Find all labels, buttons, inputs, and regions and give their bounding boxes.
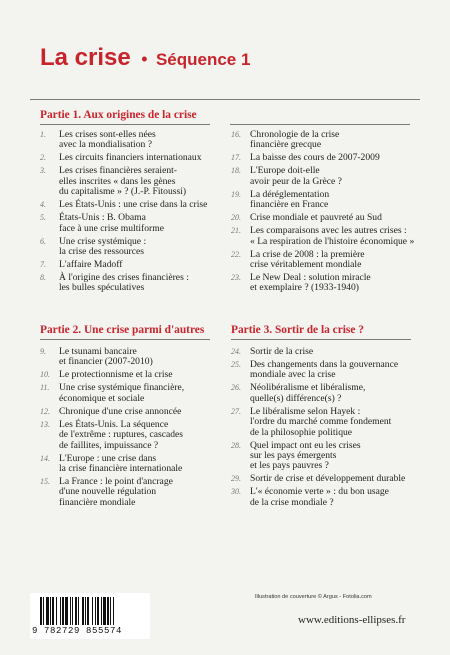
toc-item [231, 130, 421, 151]
part3-underline [231, 339, 411, 340]
toc-item-text: L'Europe : une crise dans la crise financière internationale [59, 452, 183, 475]
toc-item-text: La déréglementation financière en France [250, 188, 330, 211]
toc-item-number: 26. [231, 383, 241, 393]
toc-item [231, 226, 421, 247]
toc-item-number: 6. [40, 236, 46, 246]
toc-item [40, 166, 228, 197]
toc-item-number: 30. [231, 487, 241, 497]
barcode-bar [60, 597, 61, 625]
toc-item [231, 250, 421, 271]
isbn-barcode [30, 593, 150, 639]
toc-item-text: Le tsunami bancaire et financier (2007-2010) [59, 346, 153, 368]
toc-item [231, 273, 421, 294]
barcode-bar [56, 597, 57, 625]
barcode-bar [62, 597, 64, 625]
toc-item-text: Des changements dans la gouvernance mondiale avec la crise [250, 359, 399, 381]
toc-item-number: 17. [231, 153, 241, 163]
toc-item [231, 213, 421, 223]
toc-item-text: Sortir de la crise [250, 346, 314, 357]
toc-item [231, 383, 421, 404]
toc-item-text: États-Unis : B. Obama face à une crise multiforme [59, 212, 164, 234]
barcode-bar [78, 597, 79, 625]
toc-item [231, 153, 421, 163]
toc-item-number: 9. [40, 347, 46, 356]
barcode-bar [70, 597, 71, 625]
part2-underline [40, 339, 210, 340]
toc-item [231, 441, 421, 472]
part3-title: Partie 3. Sortir de la crise ? [231, 324, 364, 336]
toc-item-text: La France : le point d'ancrage d'une nouvelle régulation financière mondiale [59, 476, 173, 508]
barcode-bar [95, 597, 96, 625]
toc-item-number: 16. [231, 130, 241, 139]
toc-item-number: 21. [231, 226, 241, 236]
toc-item-number: 15. [40, 477, 50, 487]
toc-item [40, 200, 228, 210]
toc-item-number: 3. [40, 166, 46, 176]
toc-item-text: Le protectionnisme et la crise [59, 369, 173, 381]
toc-item-text: L'« économie verte » : du bon usage de la crise mondiale ? [250, 486, 389, 508]
toc-item-text: Les circuits financiers internationaux [59, 152, 202, 164]
barcode-bar [110, 597, 111, 625]
toc-item-text: L'affaire Madoff [59, 259, 123, 271]
barcode-bar [87, 597, 89, 625]
toc-item-text: À l'origine des crises financières : les bulles spéculatives [59, 272, 189, 294]
toc-item-text: Les comparaisons avec les autres crises : « La respiration de l'histoire économique » [250, 225, 415, 247]
toc-item-number: 2. [40, 153, 46, 163]
toc-item [40, 383, 228, 404]
toc-item-number: 28. [231, 440, 241, 450]
toc-item-text: Les États-Unis : une crise dans la crise [59, 199, 208, 211]
toc-item-number: 4. [40, 200, 46, 210]
barcode-bar [92, 597, 93, 625]
title-bullet: • [141, 49, 148, 69]
barcode-bar [46, 597, 49, 625]
toc-item-number: 24. [231, 347, 241, 356]
toc-item [231, 407, 421, 438]
toc-item-text: Sortir de crise et développement durable [250, 473, 406, 485]
toc-item-text: Les crises sont-elles nées avec la mondialisation ? [59, 129, 156, 151]
header-divider [30, 99, 420, 100]
cover-credit: Illustration de couverture © Argus - Fotolia.com [255, 594, 372, 600]
barcode-bar [72, 597, 73, 625]
part1-left-list [40, 130, 228, 296]
toc-item [231, 474, 421, 484]
book-title: La crise [40, 44, 131, 71]
toc-item [40, 237, 228, 258]
toc-item-text: Néolibéralisme et libéralisme, quelle(s) différence(s) ? [250, 382, 366, 404]
toc-item-text: L'Europe doit-elle avoir peur de la Grèce ? [250, 165, 342, 187]
toc-item-text: Le libéralisme selon Hayek : l'ordre du marché comme fondement de la philosophie politique [250, 405, 392, 438]
barcode-bar [82, 597, 84, 625]
toc-item [40, 407, 228, 417]
toc-item-text: Crise mondiale et pauvreté au Sud [250, 212, 382, 224]
toc-item-number: 11. [40, 383, 50, 393]
toc-item-number: 12. [40, 406, 50, 416]
toc-item-text: Une crise systémique : la crise des ressources [59, 235, 147, 258]
toc-item-number: 29. [231, 474, 241, 484]
toc-item-text: Chronologie de la crise financière grecque [250, 129, 340, 151]
toc-item [40, 153, 228, 163]
barcode-bar [75, 597, 77, 625]
toc-item [231, 166, 421, 187]
barcode-number: 9 782729 855574 [32, 626, 123, 636]
barcode-bar [50, 597, 51, 625]
toc-item-number: 25. [231, 360, 241, 369]
barcode-bar [65, 597, 68, 625]
barcode-bar [103, 597, 106, 625]
sequence-label: Séquence 1 [155, 50, 251, 69]
part1-right-list [231, 130, 421, 296]
toc-item-number: 20. [231, 213, 241, 223]
toc-item-number: 13. [40, 419, 50, 429]
toc-item-number: 7. [40, 260, 46, 270]
barcode-bar [85, 597, 86, 625]
toc-item [231, 487, 421, 508]
toc-item [231, 190, 421, 211]
barcode-bar [107, 597, 109, 625]
toc-item [40, 420, 228, 451]
toc-item [40, 370, 228, 380]
toc-item-text: Chronique d'une crise annoncée [59, 405, 182, 417]
part1-underline-right [230, 124, 410, 125]
toc-item-text: Les États-Unis. La séquence de l'extrême : ruptures, cascades de faillites, impuissance ? [59, 418, 183, 451]
barcode-bar [101, 597, 102, 625]
part1-underline-left [40, 124, 210, 125]
toc-item [231, 347, 421, 357]
toc-item-text: Le New Deal : solution miracle et exemplaire ? (1933-1940) [250, 272, 371, 294]
toc-item [231, 360, 421, 381]
toc-item-number: 19. [231, 189, 241, 199]
toc-item-text: Une crise systémique financière, économique et sociale [59, 382, 185, 404]
toc-item [40, 347, 228, 368]
toc-item-number: 1. [40, 130, 46, 139]
book-header [40, 44, 250, 72]
toc-item-number: 10. [40, 370, 50, 380]
part1-title: Partie 1. Aux origines de la crise [40, 109, 197, 121]
toc-item [40, 213, 228, 234]
toc-item-text: La crise de 2008 : la première crise véritablement mondiale [250, 248, 365, 271]
barcode-bars [40, 597, 142, 627]
barcode-bar [40, 597, 42, 625]
toc-item-number: 23. [231, 273, 241, 283]
toc-item [40, 477, 228, 508]
toc-item-text: Les crises financières seraient- elles inscrites « dans les gènes du capitalisme » ? (J.-P. Fitoussi) [59, 165, 187, 198]
toc-item [40, 454, 228, 475]
part2-title: Partie 2. Une crise parmi d'autres [40, 324, 205, 336]
toc-item-number: 22. [231, 249, 241, 259]
barcode-bar [113, 597, 114, 625]
publisher-website: www.editions-ellipses.fr [298, 614, 406, 626]
toc-item-number: 18. [231, 166, 241, 176]
barcode-bar [43, 597, 44, 625]
toc-item-number: 14. [40, 453, 50, 463]
toc-item-text: Quel impact ont eu les crises sur les pays émergents et les pays pauvres ? [250, 439, 361, 472]
barcode-bar [97, 597, 99, 625]
toc-item-text: La baisse des cours de 2007-2009 [250, 152, 380, 164]
toc-item-number: 27. [231, 406, 241, 416]
part3-list [231, 347, 421, 511]
toc-item [40, 260, 228, 270]
toc-item [40, 273, 228, 294]
toc-item [40, 130, 228, 151]
toc-item-number: 5. [40, 213, 46, 223]
toc-item-number: 8. [40, 273, 46, 283]
part2-list [40, 347, 228, 511]
barcode-bar [52, 597, 54, 625]
